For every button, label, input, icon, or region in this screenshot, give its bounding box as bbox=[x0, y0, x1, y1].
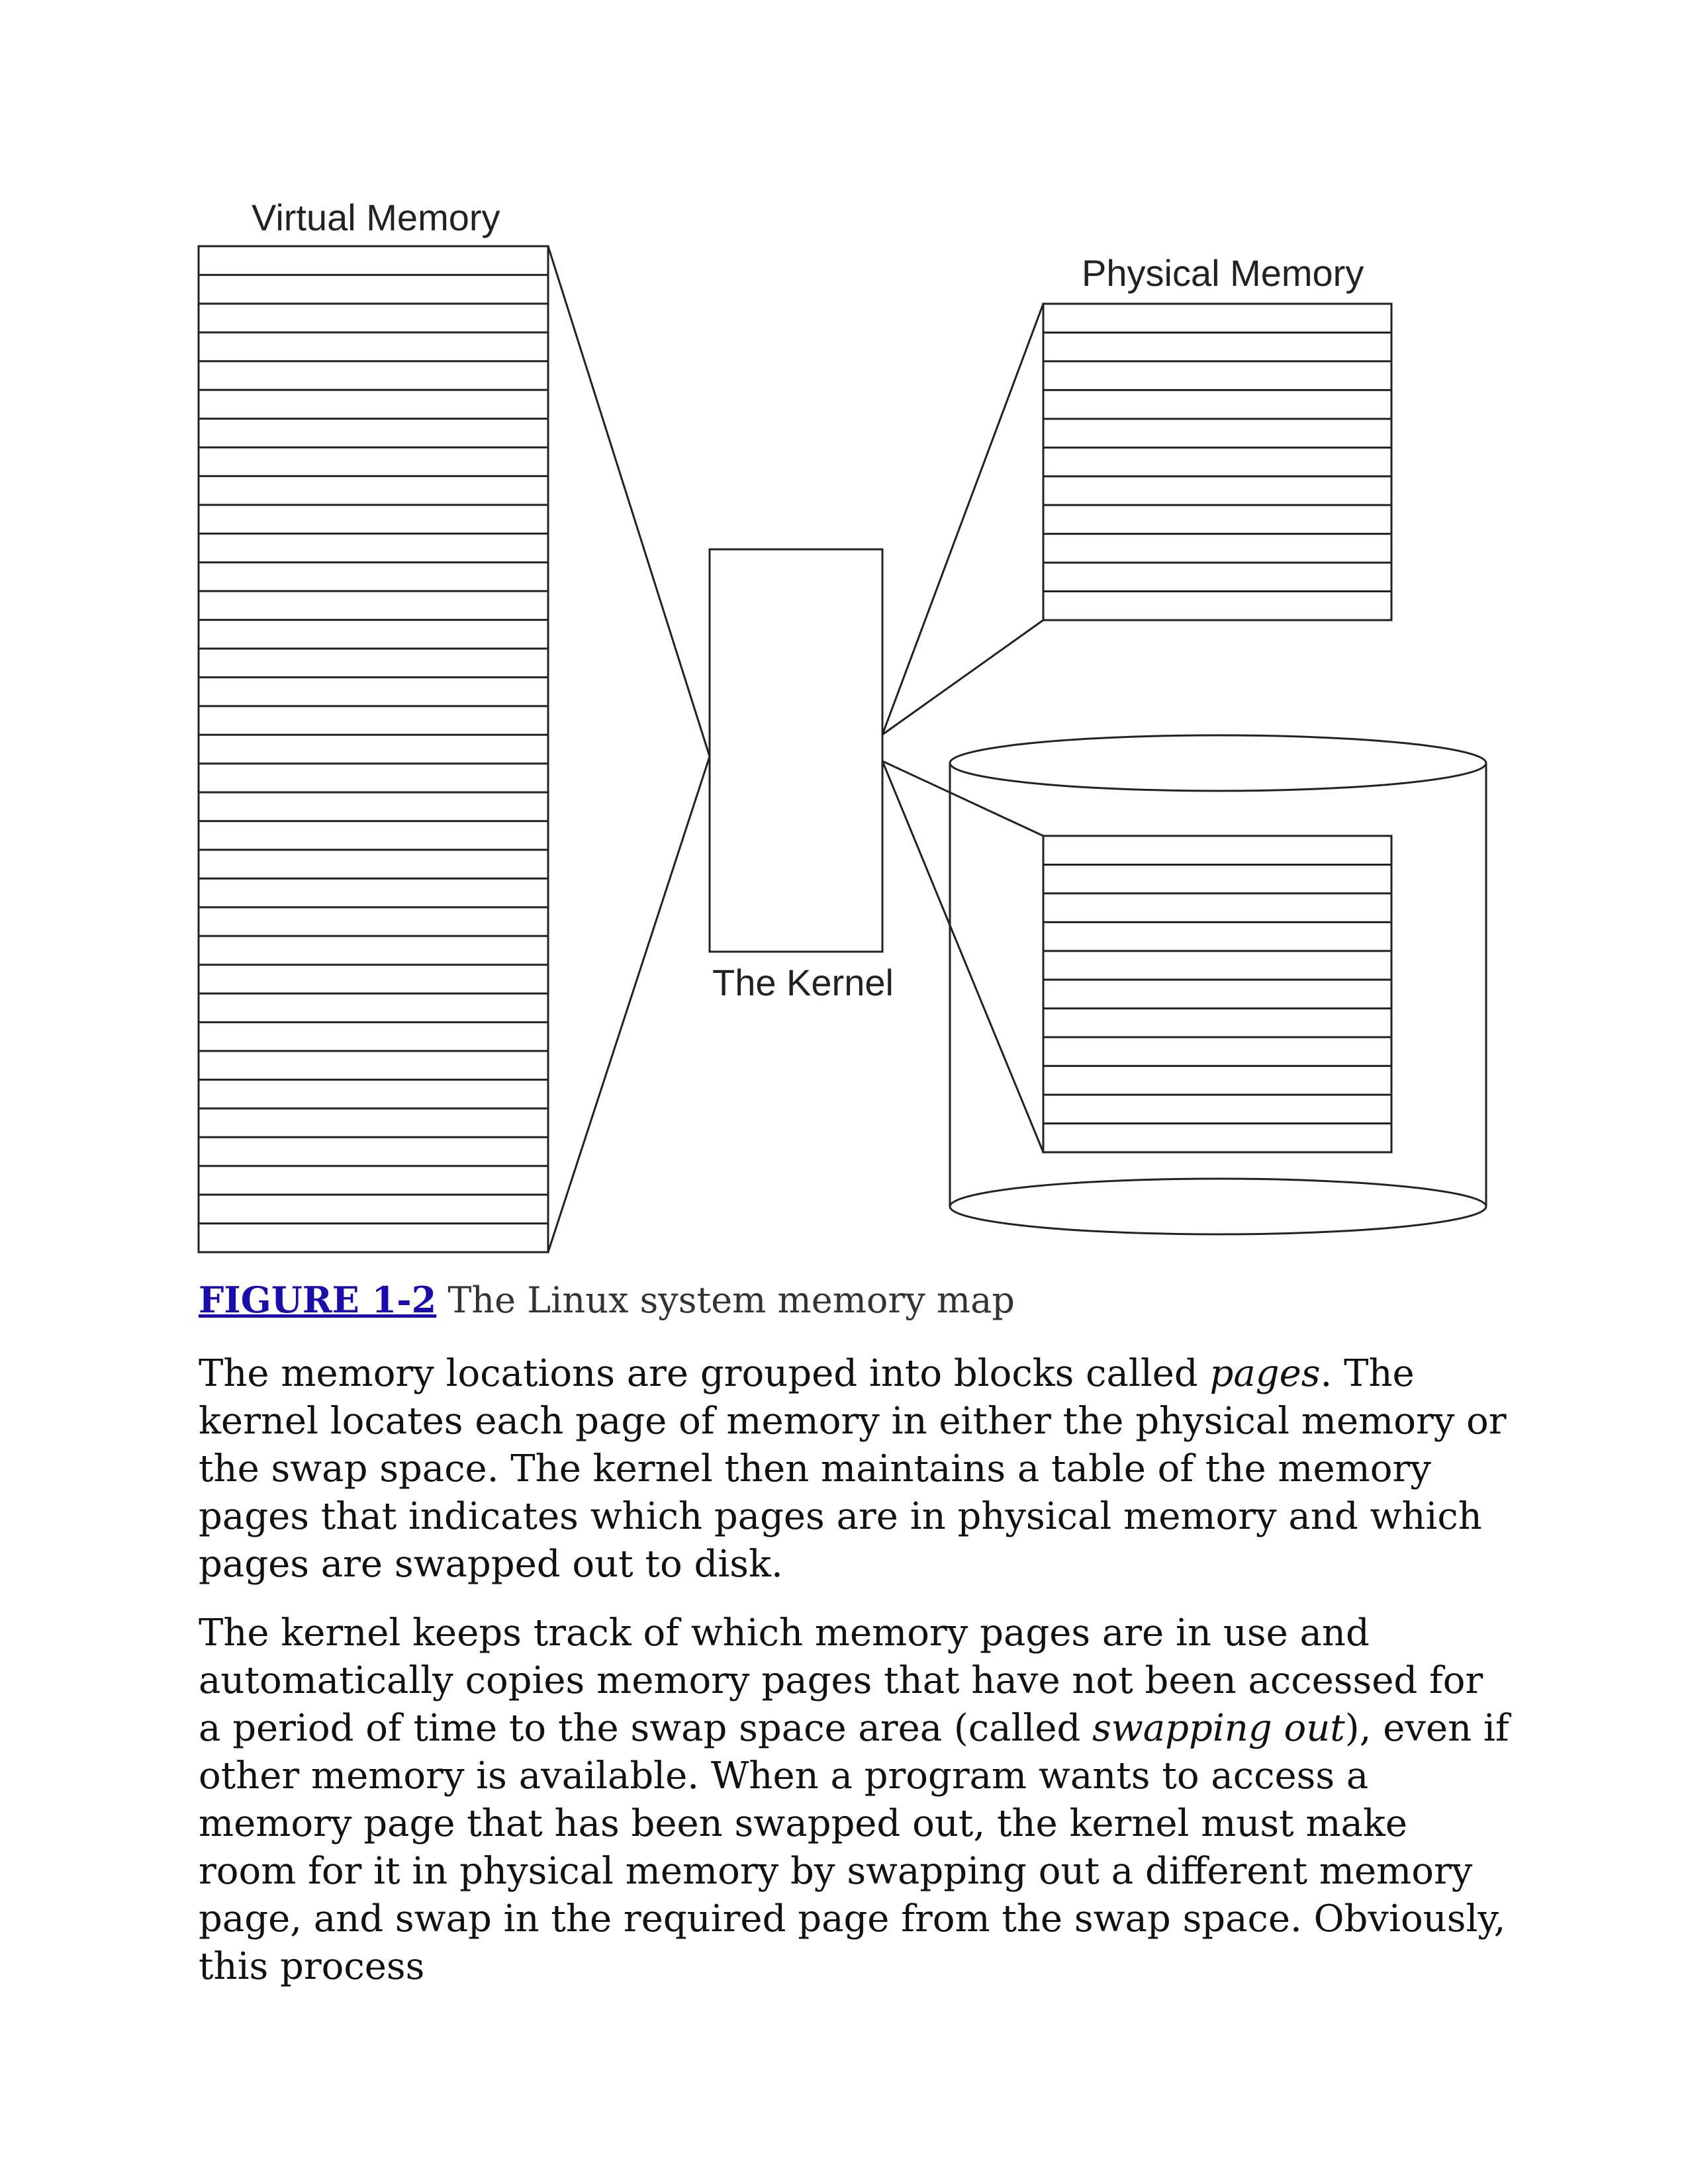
virtual-memory-page-dividers bbox=[199, 275, 548, 1223]
term-swapping-out: swapping out bbox=[1092, 1707, 1345, 1750]
physical-memory-block bbox=[1043, 304, 1391, 620]
kernel-label: The Kernel bbox=[712, 962, 894, 1003]
virtual-memory-label: Virtual Memory bbox=[252, 197, 500, 238]
body-paragraph-pages bbox=[199, 1350, 1509, 1588]
kernel-box bbox=[710, 549, 882, 952]
figure-reference-link[interactable]: FIGURE 1-2 bbox=[199, 1279, 437, 1321]
physical-memory-page-dividers bbox=[1043, 332, 1391, 591]
paragraph-text: ), even if other memory is available. When a program wants to access a memory page that has been swapped out, the kernel must make room for it in physical memory by swapping out a different memory page, and swap in the required page from the swap space. Obviously, this process bbox=[199, 1707, 1509, 1988]
paragraph-text: . The kernel locates each page of memory in either the physical memory or the swap space. The kernel then maintains a table of the memory pages that indicates which pages are in physical memory and which pages are swapped out to disk. bbox=[199, 1352, 1507, 1586]
paragraph-text: The memory locations are grouped into blocks called bbox=[199, 1352, 1210, 1395]
vm-kernel-connectors bbox=[548, 246, 710, 1252]
body-paragraph-swapping bbox=[199, 1610, 1509, 1991]
kernel-physical-connectors bbox=[882, 304, 1043, 735]
swap-space-page-dividers bbox=[1043, 864, 1391, 1123]
kernel-swap-connectors bbox=[882, 761, 1043, 1152]
swap-space-block bbox=[1043, 836, 1391, 1152]
virtual-memory-block bbox=[199, 246, 548, 1252]
figure-caption bbox=[199, 1279, 1015, 1321]
paragraph-text: The kernel keeps track of which memory pages are in use and automatically copies memory pages that have not been accessed for a period of time to the swap space area (called bbox=[199, 1612, 1483, 1750]
physical-memory-label: Physical Memory bbox=[1082, 252, 1364, 294]
term-pages: pages bbox=[1209, 1352, 1321, 1395]
swap-disk-cylinder bbox=[950, 735, 1486, 1234]
figure-caption-text: The Linux system memory map bbox=[436, 1279, 1015, 1321]
